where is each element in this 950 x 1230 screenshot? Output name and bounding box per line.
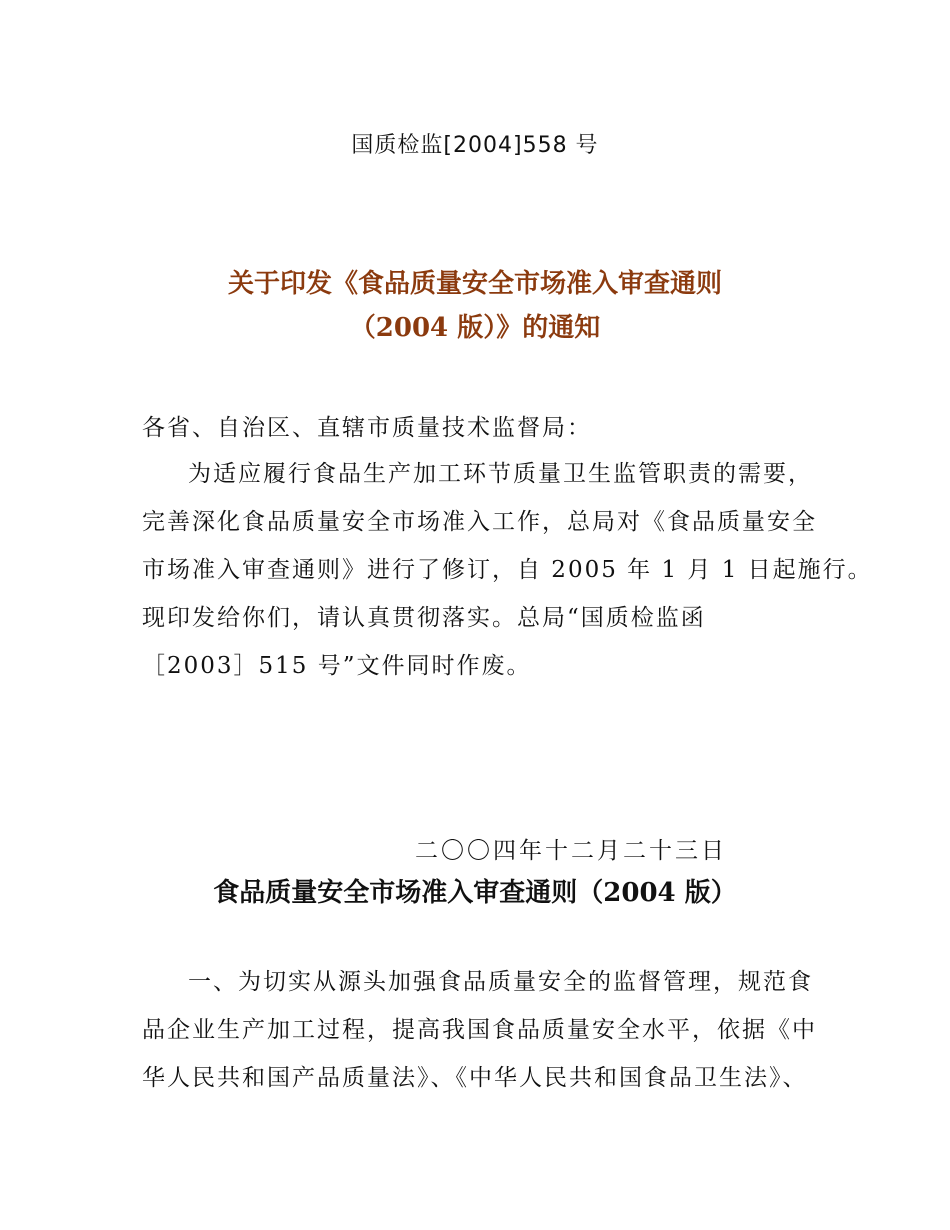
paragraph-line: 品企业生产加工过程，提高我国食品质量安全水平，依据《中 [142, 1017, 817, 1043]
notice-paragraph [142, 450, 873, 690]
paragraph-line: 市场准入审查通则》进行了修订，自 2005 年 1 月 1 日起施行。 [142, 557, 873, 583]
paragraph-line: 为适应履行食品生产加工环节质量卫生监管职责的需要， [188, 461, 813, 487]
paragraph-line: ［2003］515 号”文件同时作废。 [142, 653, 532, 679]
paragraph-line: 一、为切实从源头加强食品质量安全的监督管理，规范食 [188, 969, 813, 995]
notice-title-line-1: 关于印发《食品质量安全市场准入审查通则 [227, 269, 722, 299]
notice-title [0, 262, 950, 350]
salutation: 各省、自治区、直辖市质量技术监督局： [142, 415, 592, 441]
notice-title-line-2: （2004 版）》的通知 [349, 313, 601, 343]
paragraph-line: 现印发给你们，请认真贯彻落实。总局“国质检监函 [142, 605, 706, 631]
rules-paragraph [142, 958, 822, 1102]
document-number: 国质检监[2004]558 号 [351, 133, 599, 158]
issue-date: 二〇〇四年十二月二十三日 [415, 838, 727, 864]
rules-title: 食品质量安全市场准入审查通则（2004 版） [213, 878, 737, 908]
paragraph-line: 华人民共和国产品质量法》、《中华人民共和国食品卫生法》、 [142, 1065, 808, 1091]
paragraph-line: 完善深化食品质量安全市场准入工作，总局对《食品质量安全 [142, 509, 817, 535]
